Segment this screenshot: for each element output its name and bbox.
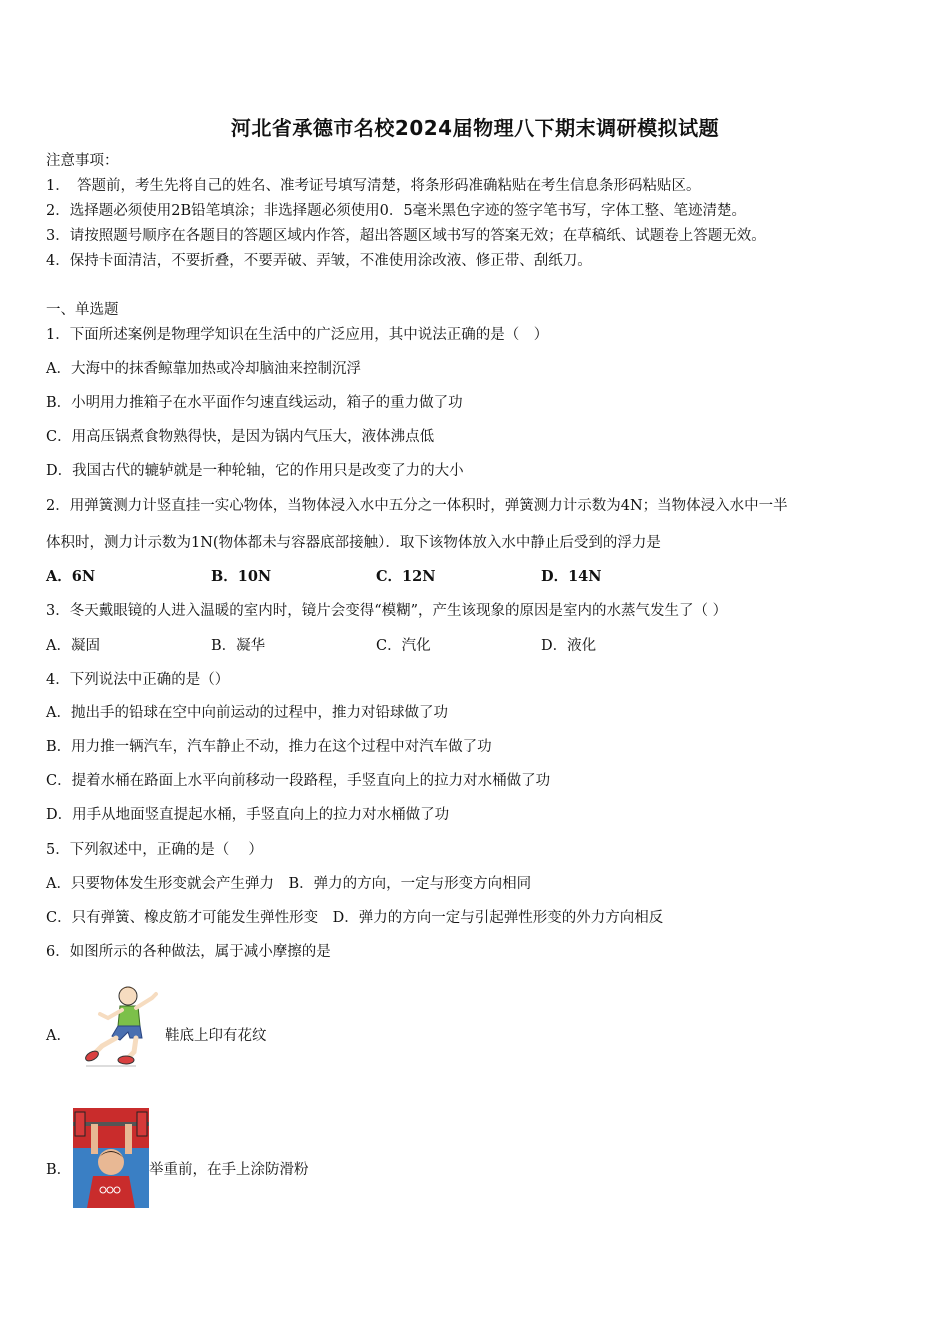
question-5-options-line2: C．只有弹簧、橡皮筋才可能发生弹性形变 D．弹力的方向一定与引起弹性形变的外力方向相反 bbox=[46, 910, 664, 926]
question-1-option-b: B．小明用力推箱子在水平面作匀速直线运动，箱子的重力做了功 bbox=[46, 395, 463, 411]
question-2-stem-line1: 2．用弹簧测力计竖直挂一实心物体，当物体浸入水中五分之一体积时，弹簧测力计示数为4N；当物体浸入水中一半 bbox=[46, 498, 788, 514]
notice-item: 1． 答题前，考生先将自己的姓名、准考证号填写清楚，将条形码准确粘贴在考生信息条形码粘贴区。 bbox=[46, 178, 701, 194]
question-4-option-d: D．用手从地面竖直提起水桶，手竖直向上的拉力对水桶做了功 bbox=[46, 807, 450, 823]
question-2-option-b: B．10N bbox=[211, 568, 272, 585]
question-6-option-a-text: 鞋底上印有花纹 bbox=[165, 1028, 267, 1044]
running-boy-illustration bbox=[80, 984, 168, 1070]
notice-item: 3．请按照题号顺序在各题目的答题区域内作答，超出答题区域书写的答案无效；在草稿纸、试题卷上答题无效。 bbox=[46, 228, 766, 244]
running-boy-icon bbox=[80, 984, 168, 1070]
question-6-option-a-letter: A． bbox=[46, 1028, 71, 1044]
question-3-option-b: B．凝华 bbox=[211, 638, 266, 654]
weightlifter-photo bbox=[73, 1108, 149, 1208]
question-1-option-d: D．我国古代的辘轳就是一种轮轴，它的作用只是改变了力的大小 bbox=[46, 463, 464, 479]
weightlifter-icon bbox=[73, 1108, 149, 1208]
question-6-option-b-text: 举重前，在手上涂防滑粉 bbox=[149, 1162, 309, 1178]
question-3-option-c: C．汽化 bbox=[376, 638, 431, 654]
question-3-option-a: A．凝固 bbox=[46, 638, 100, 654]
question-1-stem: 1．下面所述案例是物理学知识在生活中的广泛应用，其中说法正确的是（ ） bbox=[46, 327, 549, 343]
question-4-option-b: B．用力推一辆汽车，汽车静止不动，推力在这个过程中对汽车做了功 bbox=[46, 739, 492, 755]
notice-item: 2．选择题必须使用2B铅笔填涂；非选择题必须使用0．5毫米黑色字迹的签字笔书写，字体工整、笔迹清楚。 bbox=[46, 203, 747, 219]
question-6-stem: 6．如图所示的各种做法，属于减小摩擦的是 bbox=[46, 944, 331, 960]
page-title: 河北省承德市名校2024届物理八下期末调研模拟试题 bbox=[230, 116, 720, 140]
question-4-option-c: C．提着水桶在路面上水平向前移动一段路程，手竖直向上的拉力对水桶做了功 bbox=[46, 773, 551, 789]
question-1-option-a: A．大海中的抹香鲸靠加热或冷却脑油来控制沉浮 bbox=[46, 361, 361, 377]
question-4-stem: 4．下列说法中正确的是（） bbox=[46, 672, 230, 688]
question-2-option-d: D．14N bbox=[541, 568, 602, 585]
question-5-options-line1: A．只要物体发生形变就会产生弹力 B．弹力的方向，一定与形变方向相同 bbox=[46, 876, 532, 892]
question-1-option-c: C．用高压锅煮食物熟得快，是因为锅内气压大，液体沸点低 bbox=[46, 429, 435, 445]
question-2-stem-line2: 体积时，测力计示数为1N(物体都未与容器底部接触）．取下该物体放入水中静止后受到的浮力是 bbox=[46, 535, 661, 551]
question-2-option-a: A．6N bbox=[46, 568, 96, 585]
question-5-stem: 5．下列叙述中，正确的是（ ） bbox=[46, 842, 263, 858]
question-2-option-c: C．12N bbox=[376, 568, 436, 585]
question-3-option-d: D．液化 bbox=[541, 638, 597, 654]
question-4-option-a: A．抛出手的铅球在空中向前运动的过程中，推力对铅球做了功 bbox=[46, 705, 448, 721]
question-6-option-b-letter: B． bbox=[46, 1162, 72, 1178]
question-3-stem: 3．冬天戴眼镜的人进入温暖的室内时，镜片会变得“模糊”，产生该现象的原因是室内的水蒸气发生了（ ） bbox=[46, 603, 728, 619]
notice-heading: 注意事项： bbox=[46, 153, 119, 169]
notice-item: 4．保持卡面清洁，不要折叠，不要弄破、弄皱，不准使用涂改液、修正带、刮纸刀。 bbox=[46, 253, 592, 269]
section-heading: 一、单选题 bbox=[46, 302, 119, 318]
